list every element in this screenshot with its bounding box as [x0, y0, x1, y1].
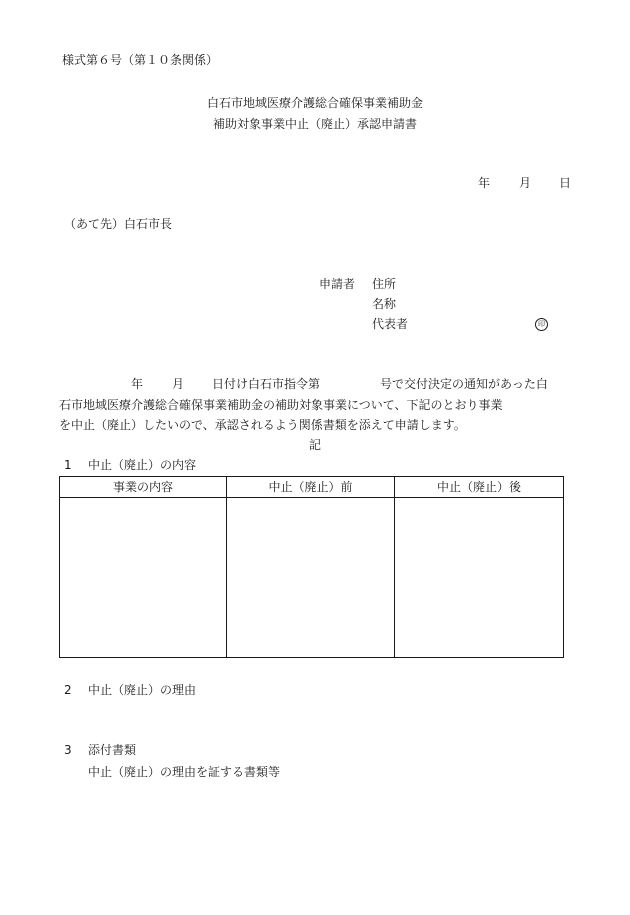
ki-marker: 記	[308, 438, 321, 452]
table-cell-before[interactable]	[227, 498, 395, 658]
table-header-row	[60, 477, 564, 498]
date-year: 年	[478, 176, 491, 190]
section-1-number: 1	[64, 458, 72, 472]
applicant-label: 申請者	[319, 277, 356, 291]
table-cell-content[interactable]	[60, 498, 227, 658]
table-header-content: 事業の内容	[60, 477, 227, 498]
seal-mark: 印	[535, 318, 548, 331]
section-2-title: 中止（廃止）の理由	[88, 683, 197, 697]
section-3-item: 中止（廃止）の理由を証する書類等	[88, 765, 281, 779]
form-label: 様式第６号（第１０条関係）	[62, 53, 219, 67]
body-ref-day-prefix: 日付け白石市指令第	[212, 377, 321, 391]
body-ref-number-suffix: 号で交付決定の通知があった白	[380, 377, 548, 391]
applicant-address-label: 住所	[372, 277, 397, 291]
table-row	[60, 498, 564, 658]
table-header-after: 中止（廃止）後	[395, 477, 564, 498]
body-line-3: を中止（廃止）したいので、承認されるよう関係書類を添えて申請します。	[59, 418, 466, 432]
body-ref-month: 月	[172, 377, 185, 391]
content-table	[59, 476, 564, 658]
body-line-2: 石市地域医療介護総合確保事業補助金の補助対象事業について、下記のとおり事業	[59, 398, 503, 412]
section-2-number: 2	[64, 683, 72, 697]
applicant-representative-label: 代表者	[372, 317, 409, 331]
body-ref-year: 年	[131, 377, 144, 391]
title-line-1: 白石市地域医療介護総合確保事業補助金	[206, 96, 423, 110]
section-3-title: 添付書類	[88, 743, 137, 757]
addressee: （あて先）白石市長	[64, 217, 173, 231]
title-line-2: 補助対象事業中止（廃止）承認申請書	[212, 117, 417, 131]
table-header-before: 中止（廃止）前	[227, 477, 395, 498]
date-day: 日	[559, 176, 572, 190]
applicant-name-label: 名称	[372, 297, 397, 311]
date-month: 月	[519, 176, 532, 190]
table-cell-after[interactable]	[395, 498, 564, 658]
section-1-title: 中止（廃止）の内容	[88, 458, 197, 472]
section-3-number: 3	[64, 743, 72, 757]
